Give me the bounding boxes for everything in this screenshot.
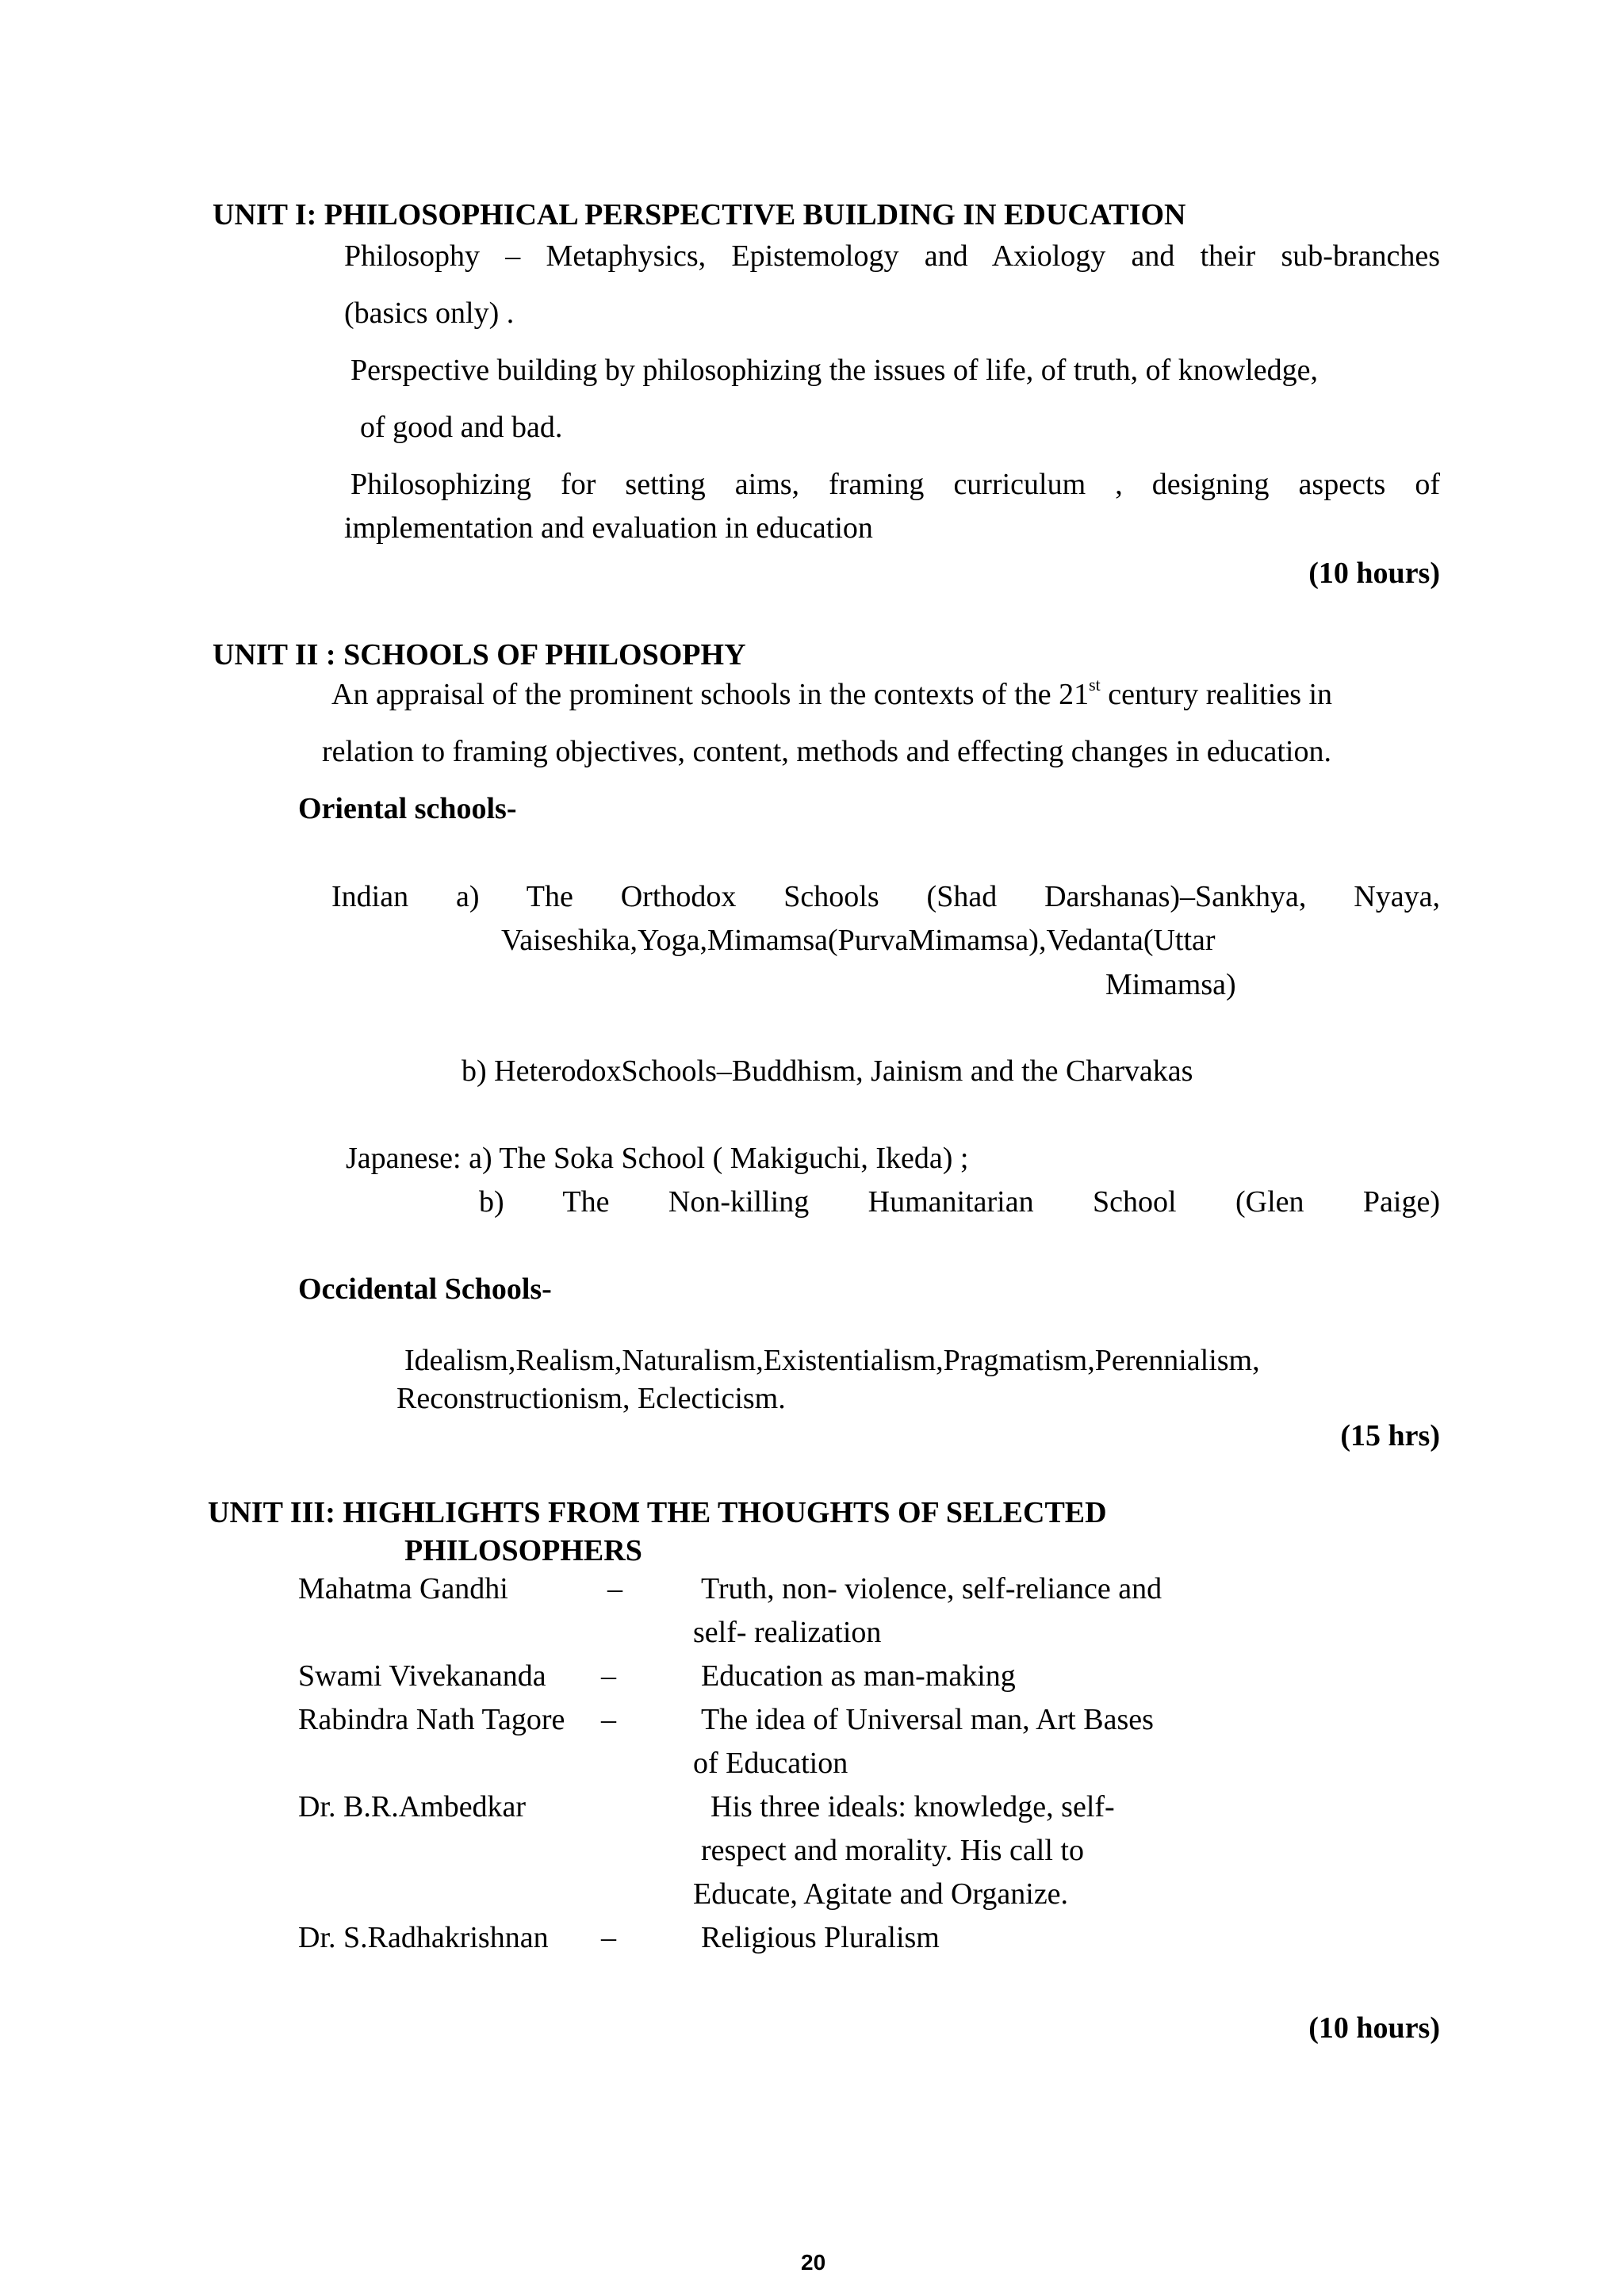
philosopher-thought: Education as man-making bbox=[701, 1659, 1016, 1693]
philosopher-thought: Religious Pluralism bbox=[701, 1921, 940, 1954]
philosopher-thought: Truth, non- violence, self-reliance and bbox=[701, 1572, 1162, 1605]
philosopher-name: Rabindra Nath Tagore bbox=[298, 1703, 565, 1736]
unit3-heading: UNIT III: HIGHLIGHTS FROM THE THOUGHTS OF SELECTED bbox=[208, 1496, 1107, 1529]
occidental-schools: Reconstructionism, Eclecticism. bbox=[396, 1382, 786, 1415]
philosopher-dash: – bbox=[601, 1703, 616, 1736]
page-number: 20 bbox=[801, 2250, 826, 2275]
philosopher-thought: of Education bbox=[693, 1747, 848, 1780]
heterodox-schools: b) HeterodoxSchools–Buddhism, Jainism and the Charvakas bbox=[462, 1054, 1193, 1088]
oriental-heading: Oriental schools- bbox=[298, 792, 517, 825]
unit2-heading: UNIT II : SCHOOLS OF PHILOSOPHY bbox=[213, 638, 746, 672]
unit3-heading: PHILOSOPHERS bbox=[404, 1534, 642, 1567]
philosopher-dash: – bbox=[601, 1659, 616, 1693]
philosopher-name: Dr. B.R.Ambedkar bbox=[298, 1790, 527, 1823]
indian-schools: Vaiseshika,Yoga,Mimamsa(PurvaMimamsa),Vedanta(Uttar bbox=[501, 924, 1216, 957]
philosopher-name: Mahatma Gandhi bbox=[298, 1572, 508, 1605]
philosopher-thought: Educate, Agitate and Organize. bbox=[693, 1877, 1069, 1911]
indian-schools: Indian a) The Orthodox Schools (Shad Darshanas)–Sankhya, Nyaya, bbox=[331, 880, 1440, 913]
unit1-text: (basics only) . bbox=[344, 297, 515, 330]
unit1-text: of good and bad. bbox=[360, 411, 563, 444]
philosopher-dash: – bbox=[607, 1572, 622, 1605]
unit1-text: Philosophizing for setting aims, framing curriculum , designing aspects of bbox=[350, 468, 1440, 501]
japanese-schools: Japanese: a) The Soka School ( Makiguchi, Ikeda) ; bbox=[346, 1142, 969, 1175]
occidental-heading: Occidental Schools- bbox=[298, 1272, 552, 1306]
unit2-hours: (15 hrs) bbox=[1340, 1419, 1440, 1452]
unit1-heading: UNIT I: PHILOSOPHICAL PERSPECTIVE BUILDING IN EDUCATION bbox=[213, 198, 1186, 232]
philosopher-thought: respect and morality. His call to bbox=[701, 1834, 1084, 1867]
philosopher-thought: self- realization bbox=[693, 1616, 882, 1649]
japanese-schools: b) The Non-killing Humanitarian School (Glen Paige) bbox=[479, 1185, 1440, 1219]
philosopher-dash: – bbox=[601, 1921, 616, 1954]
occidental-schools: Idealism,Realism,Naturalism,Existentialism,Pragmatism,Perennialism, bbox=[404, 1344, 1260, 1377]
philosopher-thought: The idea of Universal man, Art Bases bbox=[701, 1703, 1154, 1736]
unit1-text: implementation and evaluation in education bbox=[344, 511, 873, 545]
unit1-text: Philosophy – Metaphysics, Epistemology and Axiology and their sub-branches bbox=[344, 239, 1440, 273]
unit2-intro: An appraisal of the prominent schools in the contexts of the 21st century realities in bbox=[331, 675, 1333, 711]
philosopher-thought: His three ideals: knowledge, self- bbox=[710, 1790, 1115, 1823]
unit1-hours: (10 hours) bbox=[1308, 557, 1440, 590]
unit1-text: Perspective building by philosophizing the issues of life, of truth, of knowledge, bbox=[350, 354, 1319, 387]
unit3-hours: (10 hours) bbox=[1308, 2011, 1440, 2045]
indian-schools: Mimamsa) bbox=[1105, 968, 1236, 1001]
philosopher-name: Swami Vivekananda bbox=[298, 1659, 546, 1693]
unit2-intro: relation to framing objectives, content, methods and effecting changes in education. bbox=[322, 735, 1331, 768]
philosopher-name: Dr. S.Radhakrishnan bbox=[298, 1921, 549, 1954]
